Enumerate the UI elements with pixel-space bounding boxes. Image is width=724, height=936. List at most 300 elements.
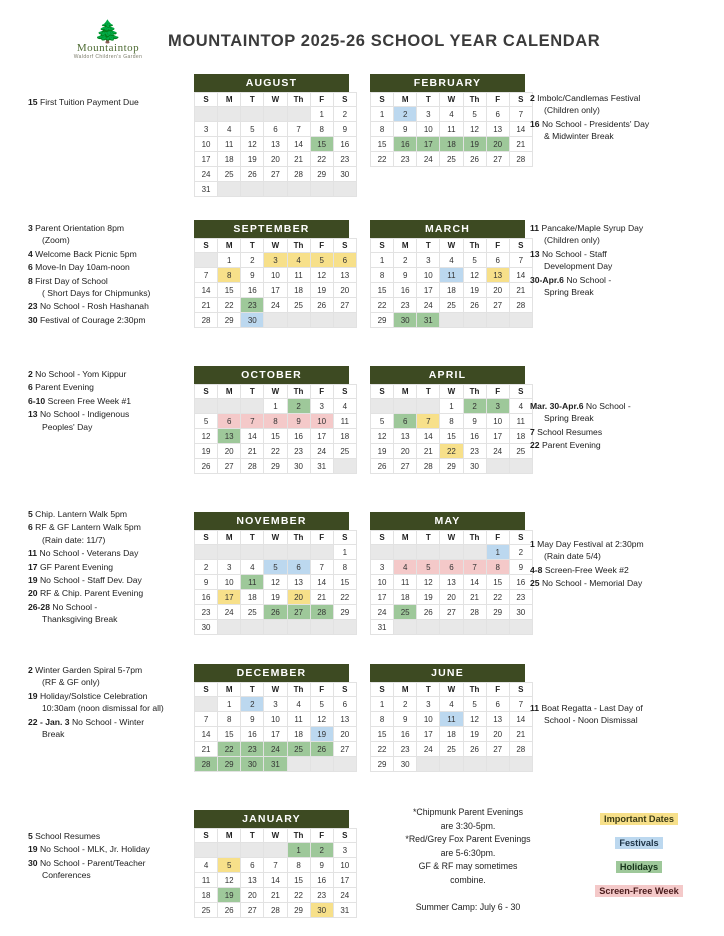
day-cell[interactable]: 13 xyxy=(486,122,509,137)
day-cell[interactable]: 14 xyxy=(509,268,532,283)
day-cell[interactable]: 23 xyxy=(394,298,417,313)
day-cell[interactable]: 3 xyxy=(417,253,440,268)
day-cell[interactable]: 18 xyxy=(440,137,463,152)
day-cell[interactable]: 16 xyxy=(394,283,417,298)
day-cell[interactable]: 5 xyxy=(218,858,241,873)
day-cell[interactable]: 11 xyxy=(195,873,218,888)
day-cell[interactable]: 10 xyxy=(195,137,218,152)
day-cell[interactable]: 31 xyxy=(333,903,356,918)
day-cell[interactable]: 28 xyxy=(241,459,264,474)
day-cell[interactable]: 24 xyxy=(264,742,287,757)
day-cell[interactable]: 11 xyxy=(218,137,241,152)
day-cell[interactable]: 27 xyxy=(218,459,241,474)
day-cell[interactable]: 20 xyxy=(218,444,241,459)
day-cell[interactable]: 14 xyxy=(509,712,532,727)
day-cell[interactable]: 9 xyxy=(394,268,417,283)
day-cell[interactable]: 8 xyxy=(333,560,356,575)
day-cell[interactable]: 2 xyxy=(287,399,310,414)
day-cell[interactable]: 18 xyxy=(287,727,310,742)
day-cell[interactable]: 20 xyxy=(394,444,417,459)
day-cell[interactable]: 29 xyxy=(310,167,333,182)
day-cell[interactable]: 5 xyxy=(264,560,287,575)
day-cell[interactable]: 9 xyxy=(287,414,310,429)
day-cell[interactable]: 30 xyxy=(195,620,218,635)
day-cell[interactable]: 21 xyxy=(241,444,264,459)
day-cell[interactable]: 17 xyxy=(264,283,287,298)
day-cell[interactable]: 6 xyxy=(241,858,264,873)
day-cell[interactable]: 9 xyxy=(509,560,532,575)
day-cell[interactable]: 1 xyxy=(440,399,463,414)
day-cell[interactable]: 7 xyxy=(509,107,532,122)
day-cell[interactable]: 20 xyxy=(241,888,264,903)
day-cell[interactable]: 1 xyxy=(218,697,241,712)
day-cell[interactable]: 14 xyxy=(241,429,264,444)
day-cell[interactable]: 13 xyxy=(486,268,509,283)
day-cell[interactable]: 4 xyxy=(440,107,463,122)
day-cell[interactable]: 10 xyxy=(371,575,394,590)
day-cell[interactable]: 14 xyxy=(417,429,440,444)
day-cell[interactable]: 11 xyxy=(333,414,356,429)
day-cell[interactable]: 5 xyxy=(310,697,333,712)
day-cell[interactable]: 6 xyxy=(287,560,310,575)
day-cell[interactable]: 4 xyxy=(195,858,218,873)
day-cell[interactable]: 27 xyxy=(333,742,356,757)
day-cell[interactable]: 13 xyxy=(440,575,463,590)
day-cell[interactable]: 17 xyxy=(195,152,218,167)
day-cell[interactable]: 12 xyxy=(195,429,218,444)
day-cell[interactable]: 19 xyxy=(417,590,440,605)
day-cell[interactable]: 15 xyxy=(218,283,241,298)
day-cell[interactable]: 19 xyxy=(310,283,333,298)
day-cell[interactable]: 23 xyxy=(333,152,356,167)
day-cell[interactable]: 2 xyxy=(195,560,218,575)
day-cell[interactable]: 27 xyxy=(264,167,287,182)
day-cell[interactable]: 4 xyxy=(440,697,463,712)
day-cell[interactable]: 10 xyxy=(264,268,287,283)
day-cell[interactable]: 2 xyxy=(241,253,264,268)
day-cell[interactable]: 19 xyxy=(463,283,486,298)
day-cell[interactable]: 12 xyxy=(463,122,486,137)
day-cell[interactable]: 7 xyxy=(310,560,333,575)
day-cell[interactable]: 11 xyxy=(509,414,532,429)
day-cell[interactable]: 18 xyxy=(394,590,417,605)
day-cell[interactable]: 15 xyxy=(486,575,509,590)
day-cell[interactable]: 14 xyxy=(264,873,287,888)
day-cell[interactable]: 13 xyxy=(394,429,417,444)
day-cell[interactable]: 29 xyxy=(287,903,310,918)
day-cell[interactable]: 16 xyxy=(241,283,264,298)
day-cell[interactable]: 16 xyxy=(310,873,333,888)
day-cell[interactable]: 4 xyxy=(218,122,241,137)
day-cell[interactable]: 4 xyxy=(287,697,310,712)
day-cell[interactable]: 20 xyxy=(264,152,287,167)
day-cell[interactable]: 19 xyxy=(463,727,486,742)
day-cell[interactable]: 17 xyxy=(371,590,394,605)
day-cell[interactable]: 25 xyxy=(218,167,241,182)
day-cell[interactable]: 25 xyxy=(394,605,417,620)
day-cell[interactable]: 17 xyxy=(486,429,509,444)
day-cell[interactable]: 2 xyxy=(241,697,264,712)
day-cell[interactable]: 31 xyxy=(195,182,218,197)
day-cell[interactable]: 29 xyxy=(486,605,509,620)
day-cell[interactable]: 28 xyxy=(509,152,532,167)
day-cell[interactable]: 5 xyxy=(463,253,486,268)
day-cell[interactable]: 10 xyxy=(218,575,241,590)
day-cell[interactable]: 24 xyxy=(417,742,440,757)
day-cell[interactable]: 26 xyxy=(463,742,486,757)
day-cell[interactable]: 19 xyxy=(195,444,218,459)
day-cell[interactable]: 7 xyxy=(264,858,287,873)
day-cell[interactable]: 27 xyxy=(333,298,356,313)
day-cell[interactable]: 18 xyxy=(287,283,310,298)
day-cell[interactable]: 16 xyxy=(287,429,310,444)
day-cell[interactable]: 25 xyxy=(509,444,532,459)
day-cell[interactable]: 30 xyxy=(394,757,417,772)
day-cell[interactable]: 18 xyxy=(333,429,356,444)
day-cell[interactable]: 9 xyxy=(195,575,218,590)
day-cell[interactable]: 28 xyxy=(417,459,440,474)
day-cell[interactable]: 4 xyxy=(394,560,417,575)
day-cell[interactable]: 1 xyxy=(371,107,394,122)
day-cell[interactable]: 15 xyxy=(264,429,287,444)
day-cell[interactable]: 14 xyxy=(310,575,333,590)
day-cell[interactable]: 22 xyxy=(371,298,394,313)
day-cell[interactable]: 19 xyxy=(218,888,241,903)
day-cell[interactable]: 5 xyxy=(463,697,486,712)
day-cell[interactable]: 16 xyxy=(463,429,486,444)
day-cell[interactable]: 25 xyxy=(440,298,463,313)
day-cell[interactable]: 12 xyxy=(417,575,440,590)
day-cell[interactable]: 4 xyxy=(287,253,310,268)
day-cell[interactable]: 21 xyxy=(417,444,440,459)
day-cell[interactable]: 28 xyxy=(195,757,218,772)
day-cell[interactable]: 26 xyxy=(195,459,218,474)
day-cell[interactable]: 29 xyxy=(440,459,463,474)
day-cell[interactable]: 19 xyxy=(371,444,394,459)
day-cell[interactable]: 15 xyxy=(371,137,394,152)
day-cell[interactable]: 12 xyxy=(463,712,486,727)
day-cell[interactable]: 1 xyxy=(310,107,333,122)
day-cell[interactable]: 16 xyxy=(394,727,417,742)
day-cell[interactable]: 16 xyxy=(241,727,264,742)
day-cell[interactable]: 8 xyxy=(310,122,333,137)
day-cell[interactable]: 24 xyxy=(417,152,440,167)
day-cell[interactable]: 1 xyxy=(371,253,394,268)
day-cell[interactable]: 20 xyxy=(333,283,356,298)
day-cell[interactable]: 22 xyxy=(310,152,333,167)
day-cell[interactable]: 26 xyxy=(310,742,333,757)
day-cell[interactable]: 6 xyxy=(486,253,509,268)
day-cell[interactable]: 19 xyxy=(241,152,264,167)
day-cell[interactable]: 24 xyxy=(264,298,287,313)
day-cell[interactable]: 6 xyxy=(486,107,509,122)
day-cell[interactable]: 24 xyxy=(486,444,509,459)
day-cell[interactable]: 29 xyxy=(333,605,356,620)
day-cell[interactable]: 24 xyxy=(371,605,394,620)
day-cell[interactable]: 30 xyxy=(509,605,532,620)
day-cell[interactable]: 23 xyxy=(394,742,417,757)
day-cell[interactable]: 25 xyxy=(333,444,356,459)
day-cell[interactable]: 27 xyxy=(394,459,417,474)
day-cell[interactable]: 17 xyxy=(333,873,356,888)
day-cell[interactable]: 14 xyxy=(509,122,532,137)
day-cell[interactable]: 20 xyxy=(440,590,463,605)
day-cell[interactable]: 24 xyxy=(333,888,356,903)
day-cell[interactable]: 30 xyxy=(394,313,417,328)
day-cell[interactable]: 9 xyxy=(394,122,417,137)
day-cell[interactable]: 21 xyxy=(264,888,287,903)
day-cell[interactable]: 5 xyxy=(310,253,333,268)
day-cell[interactable]: 5 xyxy=(417,560,440,575)
day-cell[interactable]: 24 xyxy=(195,167,218,182)
day-cell[interactable]: 20 xyxy=(486,283,509,298)
day-cell[interactable]: 13 xyxy=(333,712,356,727)
day-cell[interactable]: 31 xyxy=(264,757,287,772)
day-cell[interactable]: 12 xyxy=(310,712,333,727)
day-cell[interactable]: 23 xyxy=(509,590,532,605)
day-cell[interactable]: 8 xyxy=(440,414,463,429)
day-cell[interactable]: 22 xyxy=(218,742,241,757)
day-cell[interactable]: 6 xyxy=(440,560,463,575)
day-cell[interactable]: 10 xyxy=(333,858,356,873)
day-cell[interactable]: 2 xyxy=(394,107,417,122)
day-cell[interactable]: 4 xyxy=(440,253,463,268)
day-cell[interactable]: 4 xyxy=(333,399,356,414)
day-cell[interactable]: 24 xyxy=(310,444,333,459)
day-cell[interactable]: 30 xyxy=(287,459,310,474)
day-cell[interactable]: 3 xyxy=(333,843,356,858)
day-cell[interactable]: 26 xyxy=(463,298,486,313)
day-cell[interactable]: 3 xyxy=(417,697,440,712)
day-cell[interactable]: 21 xyxy=(509,137,532,152)
day-cell[interactable]: 12 xyxy=(310,268,333,283)
day-cell[interactable]: 3 xyxy=(218,560,241,575)
day-cell[interactable]: 12 xyxy=(241,137,264,152)
day-cell[interactable]: 22 xyxy=(218,298,241,313)
day-cell[interactable]: 23 xyxy=(195,605,218,620)
day-cell[interactable]: 31 xyxy=(310,459,333,474)
day-cell[interactable]: 3 xyxy=(486,399,509,414)
day-cell[interactable]: 26 xyxy=(310,298,333,313)
day-cell[interactable]: 26 xyxy=(218,903,241,918)
day-cell[interactable]: 23 xyxy=(310,888,333,903)
day-cell[interactable]: 9 xyxy=(241,712,264,727)
day-cell[interactable]: 24 xyxy=(218,605,241,620)
day-cell[interactable]: 11 xyxy=(440,712,463,727)
day-cell[interactable]: 20 xyxy=(486,137,509,152)
day-cell[interactable]: 18 xyxy=(509,429,532,444)
day-cell[interactable]: 12 xyxy=(218,873,241,888)
day-cell[interactable]: 7 xyxy=(463,560,486,575)
day-cell[interactable]: 21 xyxy=(195,742,218,757)
day-cell[interactable]: 10 xyxy=(417,712,440,727)
day-cell[interactable]: 26 xyxy=(241,167,264,182)
day-cell[interactable]: 8 xyxy=(218,268,241,283)
day-cell[interactable]: 23 xyxy=(394,152,417,167)
day-cell[interactable]: 6 xyxy=(394,414,417,429)
day-cell[interactable]: 10 xyxy=(417,122,440,137)
day-cell[interactable]: 10 xyxy=(310,414,333,429)
day-cell[interactable]: 13 xyxy=(218,429,241,444)
day-cell[interactable]: 8 xyxy=(371,122,394,137)
day-cell[interactable]: 7 xyxy=(417,414,440,429)
day-cell[interactable]: 5 xyxy=(195,414,218,429)
day-cell[interactable]: 3 xyxy=(371,560,394,575)
day-cell[interactable]: 7 xyxy=(509,253,532,268)
day-cell[interactable]: 23 xyxy=(241,298,264,313)
day-cell[interactable]: 18 xyxy=(440,283,463,298)
day-cell[interactable]: 6 xyxy=(486,697,509,712)
day-cell[interactable]: 15 xyxy=(440,429,463,444)
day-cell[interactable]: 21 xyxy=(287,152,310,167)
day-cell[interactable]: 2 xyxy=(463,399,486,414)
day-cell[interactable]: 10 xyxy=(486,414,509,429)
day-cell[interactable]: 11 xyxy=(440,122,463,137)
day-cell[interactable]: 29 xyxy=(218,313,241,328)
day-cell[interactable]: 31 xyxy=(417,313,440,328)
day-cell[interactable]: 8 xyxy=(287,858,310,873)
day-cell[interactable]: 25 xyxy=(287,298,310,313)
day-cell[interactable]: 29 xyxy=(264,459,287,474)
day-cell[interactable]: 6 xyxy=(264,122,287,137)
day-cell[interactable]: 9 xyxy=(394,712,417,727)
day-cell[interactable]: 3 xyxy=(417,107,440,122)
day-cell[interactable]: 11 xyxy=(287,268,310,283)
day-cell[interactable]: 30 xyxy=(333,167,356,182)
day-cell[interactable]: 13 xyxy=(333,268,356,283)
day-cell[interactable]: 17 xyxy=(417,137,440,152)
day-cell[interactable]: 28 xyxy=(287,167,310,182)
day-cell[interactable]: 22 xyxy=(486,590,509,605)
day-cell[interactable]: 8 xyxy=(486,560,509,575)
day-cell[interactable]: 7 xyxy=(195,268,218,283)
day-cell[interactable]: 10 xyxy=(264,712,287,727)
day-cell[interactable]: 25 xyxy=(440,742,463,757)
day-cell[interactable]: 29 xyxy=(371,757,394,772)
day-cell[interactable]: 7 xyxy=(241,414,264,429)
day-cell[interactable]: 8 xyxy=(371,712,394,727)
day-cell[interactable]: 21 xyxy=(310,590,333,605)
day-cell[interactable]: 2 xyxy=(310,843,333,858)
day-cell[interactable]: 10 xyxy=(417,268,440,283)
day-cell[interactable]: 4 xyxy=(509,399,532,414)
day-cell[interactable]: 15 xyxy=(333,575,356,590)
day-cell[interactable]: 1 xyxy=(218,253,241,268)
day-cell[interactable]: 30 xyxy=(310,903,333,918)
day-cell[interactable]: 1 xyxy=(486,545,509,560)
day-cell[interactable]: 17 xyxy=(310,429,333,444)
day-cell[interactable]: 21 xyxy=(195,298,218,313)
day-cell[interactable]: 6 xyxy=(333,253,356,268)
day-cell[interactable]: 11 xyxy=(440,268,463,283)
day-cell[interactable]: 26 xyxy=(463,152,486,167)
day-cell[interactable]: 6 xyxy=(333,697,356,712)
day-cell[interactable]: 22 xyxy=(440,444,463,459)
day-cell[interactable]: 20 xyxy=(486,727,509,742)
day-cell[interactable]: 9 xyxy=(241,268,264,283)
day-cell[interactable]: 7 xyxy=(509,697,532,712)
day-cell[interactable]: 13 xyxy=(486,712,509,727)
day-cell[interactable]: 8 xyxy=(371,268,394,283)
day-cell[interactable]: 29 xyxy=(218,757,241,772)
day-cell[interactable]: 28 xyxy=(463,605,486,620)
day-cell[interactable]: 1 xyxy=(287,843,310,858)
day-cell[interactable]: 28 xyxy=(509,298,532,313)
day-cell[interactable]: 5 xyxy=(371,414,394,429)
day-cell[interactable]: 15 xyxy=(287,873,310,888)
day-cell[interactable]: 25 xyxy=(241,605,264,620)
day-cell[interactable]: 31 xyxy=(371,620,394,635)
day-cell[interactable]: 14 xyxy=(287,137,310,152)
day-cell[interactable]: 30 xyxy=(463,459,486,474)
day-cell[interactable]: 22 xyxy=(333,590,356,605)
day-cell[interactable]: 5 xyxy=(463,107,486,122)
day-cell[interactable]: 2 xyxy=(394,253,417,268)
day-cell[interactable]: 11 xyxy=(394,575,417,590)
day-cell[interactable]: 17 xyxy=(417,727,440,742)
day-cell[interactable]: 30 xyxy=(241,313,264,328)
day-cell[interactable]: 9 xyxy=(333,122,356,137)
day-cell[interactable]: 15 xyxy=(371,727,394,742)
day-cell[interactable]: 11 xyxy=(241,575,264,590)
day-cell[interactable]: 25 xyxy=(195,903,218,918)
day-cell[interactable]: 4 xyxy=(241,560,264,575)
day-cell[interactable]: 1 xyxy=(371,697,394,712)
day-cell[interactable]: 1 xyxy=(333,545,356,560)
day-cell[interactable]: 28 xyxy=(509,742,532,757)
day-cell[interactable]: 27 xyxy=(486,298,509,313)
day-cell[interactable]: 26 xyxy=(371,459,394,474)
day-cell[interactable]: 19 xyxy=(264,590,287,605)
day-cell[interactable]: 11 xyxy=(287,712,310,727)
day-cell[interactable]: 5 xyxy=(241,122,264,137)
day-cell[interactable]: 7 xyxy=(195,712,218,727)
day-cell[interactable]: 27 xyxy=(486,742,509,757)
day-cell[interactable]: 18 xyxy=(241,590,264,605)
day-cell[interactable]: 2 xyxy=(394,697,417,712)
day-cell[interactable]: 1 xyxy=(264,399,287,414)
day-cell[interactable]: 28 xyxy=(310,605,333,620)
day-cell[interactable]: 15 xyxy=(218,727,241,742)
day-cell[interactable]: 29 xyxy=(371,313,394,328)
day-cell[interactable]: 3 xyxy=(264,697,287,712)
day-cell[interactable]: 25 xyxy=(440,152,463,167)
day-cell[interactable]: 23 xyxy=(287,444,310,459)
day-cell[interactable]: 26 xyxy=(417,605,440,620)
day-cell[interactable]: 2 xyxy=(509,545,532,560)
day-cell[interactable]: 25 xyxy=(287,742,310,757)
day-cell[interactable]: 17 xyxy=(218,590,241,605)
day-cell[interactable]: 8 xyxy=(264,414,287,429)
day-cell[interactable]: 14 xyxy=(195,727,218,742)
day-cell[interactable]: 9 xyxy=(463,414,486,429)
day-cell[interactable]: 23 xyxy=(463,444,486,459)
day-cell[interactable]: 9 xyxy=(310,858,333,873)
day-cell[interactable]: 14 xyxy=(195,283,218,298)
day-cell[interactable]: 19 xyxy=(463,137,486,152)
day-cell[interactable]: 22 xyxy=(371,152,394,167)
day-cell[interactable]: 16 xyxy=(195,590,218,605)
day-cell[interactable]: 3 xyxy=(195,122,218,137)
day-cell[interactable]: 22 xyxy=(287,888,310,903)
day-cell[interactable]: 19 xyxy=(310,727,333,742)
day-cell[interactable]: 13 xyxy=(264,137,287,152)
day-cell[interactable]: 18 xyxy=(218,152,241,167)
day-cell[interactable]: 27 xyxy=(486,152,509,167)
day-cell[interactable]: 30 xyxy=(241,757,264,772)
day-cell[interactable]: 27 xyxy=(440,605,463,620)
day-cell[interactable]: 17 xyxy=(417,283,440,298)
